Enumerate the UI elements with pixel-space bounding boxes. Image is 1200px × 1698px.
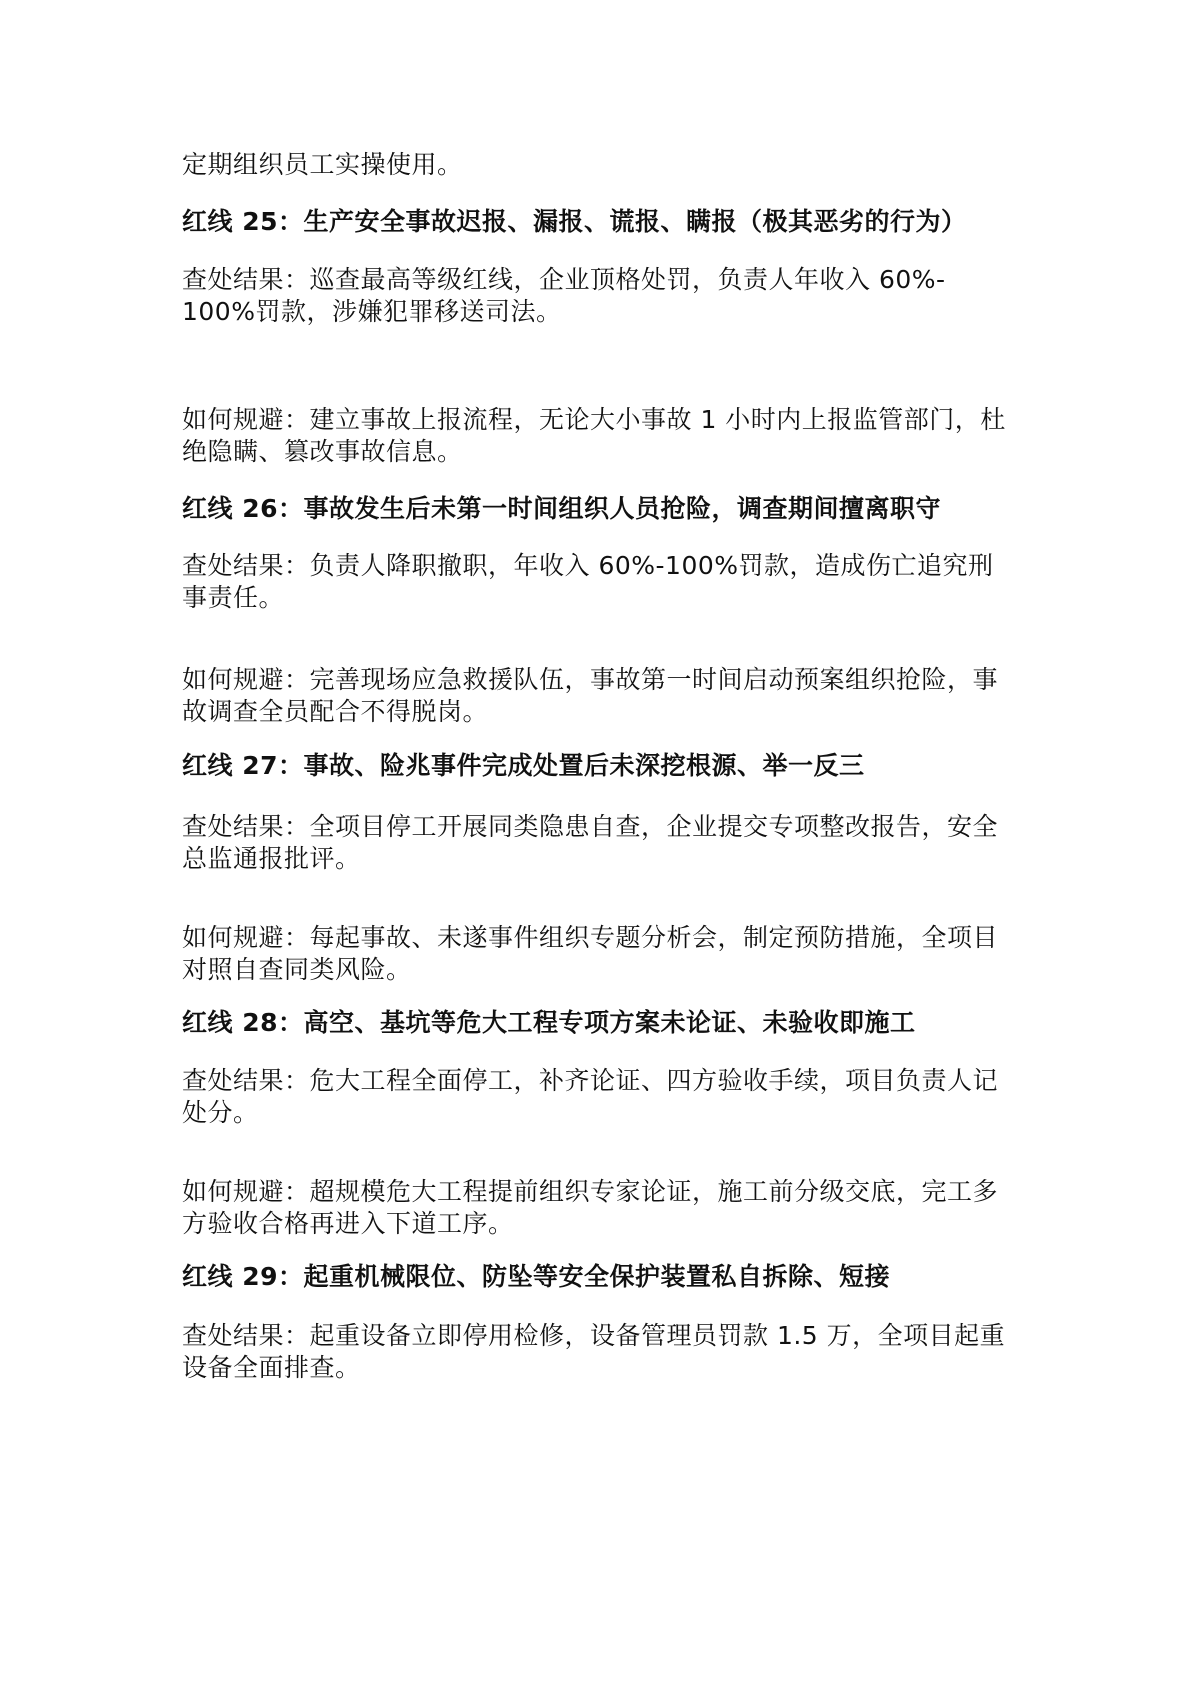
text-line: 查处结果：危大工程全面停工，补齐论证、四方验收手续，项目负责人记 <box>182 1066 999 1095</box>
text-line: 100%罚款，涉嫌犯罪移送司法。 <box>182 297 562 326</box>
text-line: 绝隐瞒、篡改事故信息。 <box>182 437 463 466</box>
text-line: 如何规避：超规模危大工程提前组织专家论证，施工前分级交底，完工多 <box>182 1177 999 1206</box>
section-heading: 红线 26：事故发生后未第一时间组织人员抢险，调查期间擅离职守 <box>182 494 941 523</box>
text-line: 对照自查同类风险。 <box>182 955 412 984</box>
text-line: 处分。 <box>182 1098 259 1127</box>
text-line: 查处结果：全项目停工开展同类隐患自查，企业提交专项整改报告，安全 <box>182 812 999 841</box>
text-line: 如何规避：完善现场应急救援队伍，事故第一时间启动预案组织抢险，事 <box>182 665 999 694</box>
section-heading: 红线 28：高空、基坑等危大工程专项方案未论证、未验收即施工 <box>182 1008 916 1037</box>
text-line: 查处结果：巡查最高等级红线，企业顶格处罚，负责人年收入 60%- <box>182 265 946 294</box>
text-line: 故调查全员配合不得脱岗。 <box>182 697 489 726</box>
section-heading: 红线 27：事故、险兆事件完成处置后未深挖根源、举一反三 <box>182 751 865 780</box>
text-line: 设备全面排查。 <box>182 1353 361 1382</box>
text-line: 方验收合格再进入下道工序。 <box>182 1209 514 1238</box>
section-heading: 红线 25：生产安全事故迟报、漏报、谎报、瞒报（极其恶劣的行为） <box>182 207 967 236</box>
text-line: 查处结果：起重设备立即停用检修，设备管理员罚款 1.5 万，全项目起重 <box>182 1321 1006 1350</box>
text-line: 如何规避：建立事故上报流程，无论大小事故 1 小时内上报监管部门，杜 <box>182 405 1006 434</box>
text-line: 总监通报批评。 <box>182 844 361 873</box>
section-heading: 红线 29：起重机械限位、防坠等安全保护装置私自拆除、短接 <box>182 1262 890 1291</box>
text-line: 如何规避：每起事故、未遂事件组织专题分析会，制定预防措施，全项目 <box>182 923 999 952</box>
text-line: 事责任。 <box>182 583 285 612</box>
text-line: 定期组织员工实操使用。 <box>182 150 463 179</box>
text-line: 查处结果：负责人降职撤职，年收入 60%-100%罚款，造成伤亡追究刑 <box>182 551 994 580</box>
